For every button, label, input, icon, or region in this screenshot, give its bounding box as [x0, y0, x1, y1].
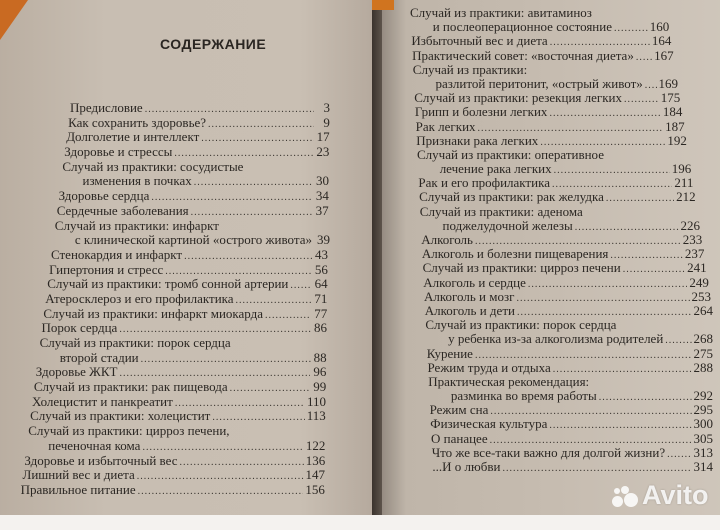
page-number: 237 — [684, 246, 705, 262]
toc-entry — [395, 247, 717, 261]
entry-title: Случай из практики: порок сердца — [425, 317, 617, 333]
toc-entry — [0, 454, 352, 469]
page-number: 110 — [306, 393, 326, 409]
page-number: 30 — [316, 173, 329, 189]
page-number: 64 — [314, 276, 328, 292]
entry-title-continued: разлитой перитонит, «острый живот» — [435, 75, 643, 91]
toc-entry — [395, 361, 717, 375]
book-spine — [372, 0, 382, 515]
page-number: 77 — [314, 305, 328, 321]
entry-title: Здоровье ЖКТ — [35, 364, 118, 380]
avito-logo-text: Avito — [642, 480, 709, 510]
toc-entry — [395, 6, 717, 34]
toc-entry — [0, 101, 352, 116]
page-number: 39 — [317, 232, 330, 248]
toc-entry — [0, 336, 352, 365]
page-number: 313 — [693, 444, 713, 460]
entry-title-continued: изменения в почках — [82, 173, 192, 189]
toc-entry — [395, 403, 717, 417]
page-number: 253 — [691, 288, 711, 304]
page-number: 305 — [693, 430, 713, 446]
page-number: 167 — [654, 47, 674, 63]
entry-title: Случай из практики: цирроз печени — [422, 260, 621, 276]
toc-entry — [395, 261, 717, 275]
entry-title: Здоровье и стрессы — [64, 144, 173, 160]
entry-title: Алкоголь и дети — [424, 302, 515, 318]
page-number: 56 — [314, 261, 328, 277]
entry-title: Алкоголь и сердце — [423, 274, 526, 290]
toc-entry — [395, 205, 717, 233]
toc-entry — [0, 263, 352, 278]
toc-entry — [395, 432, 717, 446]
toc-entry — [395, 417, 717, 431]
dot-leader — [138, 483, 304, 500]
toc-left — [0, 101, 352, 498]
entry-title: Грипп и болезни легких — [414, 104, 548, 120]
toc-entry — [395, 91, 717, 105]
page-number: 136 — [305, 452, 326, 468]
entry-title: Признаки рака легких — [416, 132, 539, 148]
page-number: 249 — [689, 274, 709, 290]
entry-title: Здоровье сердца — [58, 188, 150, 204]
page-number: 295 — [693, 402, 713, 418]
entry-title: Случай из практики: аденома — [419, 203, 583, 219]
toc-entry — [0, 468, 352, 483]
entry-title: Случай из практики: рак пищевода — [33, 379, 228, 395]
page-number: 192 — [667, 132, 687, 148]
page-number: 233 — [682, 232, 703, 247]
page-number: 314 — [693, 459, 713, 474]
page-number: 160 — [649, 19, 670, 35]
toc-entry — [395, 318, 717, 346]
toc-entry — [395, 148, 717, 176]
toc-entry — [0, 277, 352, 292]
toc-entry — [395, 460, 717, 474]
toc-entry — [395, 120, 717, 134]
page-number: 86 — [314, 320, 327, 336]
entry-title: Случай из практики: сосудистые — [62, 158, 244, 174]
page-number: 184 — [662, 104, 683, 120]
entry-title: Случай из практики: тромб сонной артерии — [47, 276, 289, 292]
entry-title: Алкоголь и болезни пищеварения — [421, 246, 609, 262]
page-number: 37 — [315, 202, 329, 218]
entry-title-continued: разминка во время работы — [450, 388, 597, 404]
toc-entry — [395, 276, 717, 290]
toc-entry — [395, 290, 717, 304]
entry-title: Атеросклероз и его профилактика — [45, 290, 234, 306]
toc-entry — [395, 105, 717, 119]
entry-title: Что же все-таки важно для долгой жизни? — [431, 444, 666, 460]
page-number: 275 — [693, 345, 713, 361]
contents-heading: СОДЕРЖАНИЕ — [160, 36, 267, 52]
entry-title-continued: поджелудочной железы — [442, 217, 573, 233]
toc-entry — [395, 176, 717, 190]
entry-title-continued: лечение рака легких — [439, 161, 552, 177]
toc-entry — [0, 189, 352, 204]
page-number: 212 — [676, 189, 696, 205]
page-number: 169 — [658, 75, 678, 91]
entry-title: Курение — [426, 345, 473, 361]
page-number: 23 — [316, 144, 330, 160]
toc-entry — [0, 380, 352, 395]
page-number: 264 — [693, 302, 713, 318]
toc-entry — [0, 395, 352, 410]
toc-entry — [0, 409, 352, 424]
page-number: 175 — [660, 90, 681, 106]
avito-logo-icon — [612, 484, 638, 508]
toc-entry — [395, 446, 717, 460]
entry-title-continued: и послеоперационное состояние — [432, 19, 612, 35]
entry-title: Здоровье и избыточный вес — [24, 452, 178, 468]
entry-title: Случай из практики: инфаркт — [54, 217, 219, 233]
toc-entry — [395, 233, 717, 247]
entry-title: Лишний вес и диета — [22, 467, 135, 483]
page-number: 122 — [305, 437, 326, 453]
page-number: 3 — [323, 100, 330, 115]
toc-entry — [0, 160, 352, 189]
toc-entry — [395, 304, 717, 318]
page-number: 288 — [693, 359, 713, 375]
entry-title-continued: второй стадии — [59, 349, 139, 365]
toc-entry — [395, 49, 717, 63]
page-number: 300 — [693, 416, 713, 432]
page-number: 292 — [693, 388, 713, 404]
page-number: 196 — [671, 161, 692, 177]
toc-entry — [395, 375, 717, 403]
entry-title: Случай из практики: холецистит — [30, 408, 211, 424]
toc-entry — [0, 116, 352, 131]
page-number: 164 — [651, 33, 672, 49]
entry-title: Случай из практики: цирроз печени, — [28, 423, 230, 439]
page-number: 34 — [315, 188, 329, 204]
entry-title: Долголетие и интеллект — [66, 129, 200, 145]
entry-title: Практический совет: «восточная диета» — [412, 47, 634, 63]
entry-title: Сердечные заболевания — [56, 202, 189, 218]
avito-watermark — [612, 480, 709, 511]
page-number: 17 — [316, 129, 330, 145]
page-number: 226 — [680, 217, 700, 233]
page-number: 9 — [323, 114, 330, 130]
entry-title: О панацее — [431, 430, 488, 446]
entry-title: Случай из практики: авитаминоз — [410, 5, 592, 20]
toc-entry — [395, 347, 717, 361]
entry-title: Порок сердца — [41, 320, 118, 336]
entry-title: Случай из практики: рак желудка — [419, 189, 604, 205]
cover-corner — [372, 0, 394, 10]
toc-right — [395, 6, 717, 474]
page-number: 88 — [313, 349, 327, 365]
entry-title-continued: печеночная кома — [48, 437, 141, 453]
toc-entry — [0, 424, 352, 453]
entry-title: Стенокардия и инфаркт — [51, 246, 183, 262]
toc-entry — [0, 130, 352, 145]
entry-title: Случай из практики: — [412, 61, 528, 77]
toc-entry — [0, 145, 352, 160]
entry-title: Рак и его профилактика — [418, 175, 550, 191]
entry-title: Рак легких — [415, 118, 476, 134]
page-number: 241 — [687, 260, 707, 276]
entry-title: Случай из практики: порок сердца — [39, 335, 231, 350]
entry-title: Гипертония и стресс — [49, 261, 164, 277]
entry-title: Случай из практики: инфаркт миокарда — [43, 305, 264, 321]
page-number: 113 — [306, 408, 326, 424]
toc-entry — [0, 292, 352, 307]
entry-title: Избыточный вес и диета — [411, 33, 548, 49]
page-number: 156 — [305, 481, 325, 497]
toc-entry — [0, 365, 352, 380]
entry-title: Случай из практики: оперативное — [417, 146, 604, 162]
entry-title: Алкоголь — [421, 232, 473, 247]
toc-entry — [395, 63, 717, 91]
page-number: 96 — [313, 364, 327, 380]
page-number: 99 — [313, 379, 327, 395]
toc-entry — [0, 483, 352, 498]
page-number: 268 — [693, 331, 713, 347]
entry-title: Как сохранить здоровье? — [68, 114, 207, 130]
toc-entry — [0, 307, 352, 322]
entry-title: Случай из практики: резекция легких — [414, 90, 623, 106]
toc-entry — [0, 321, 352, 336]
entry-title: Предисловие — [70, 100, 143, 115]
page-number: 211 — [674, 175, 694, 191]
entry-title: Физическая культура — [430, 416, 548, 432]
entry-title: Правильное питание — [20, 481, 136, 497]
toc-entry — [395, 34, 717, 48]
entry-title: ...И о любви — [432, 459, 501, 474]
page-number: 43 — [315, 246, 328, 262]
toc-entry — [0, 219, 352, 248]
entry-title: Практическая рекомендация: — [428, 373, 590, 389]
toc-entry — [395, 134, 717, 148]
entry-title: Режим сна — [429, 402, 489, 418]
toc-entry — [0, 248, 352, 263]
entry-title: Холецистит и панкреатит — [32, 393, 173, 409]
page-number: 71 — [314, 290, 328, 306]
dot-leader — [502, 460, 691, 476]
toc-entry — [395, 190, 717, 204]
entry-title: Алкоголь и мозг — [424, 288, 515, 304]
entry-title: Режим труда и отдыха — [427, 359, 551, 375]
page-number: 147 — [305, 467, 325, 483]
toc-entry — [0, 204, 352, 219]
entry-title-continued: у ребенка из-за алкоголизма родителей — [448, 331, 664, 347]
entry-title-continued: с клинической картиной «острого живота» — [74, 232, 312, 248]
page-number: 187 — [665, 118, 685, 134]
